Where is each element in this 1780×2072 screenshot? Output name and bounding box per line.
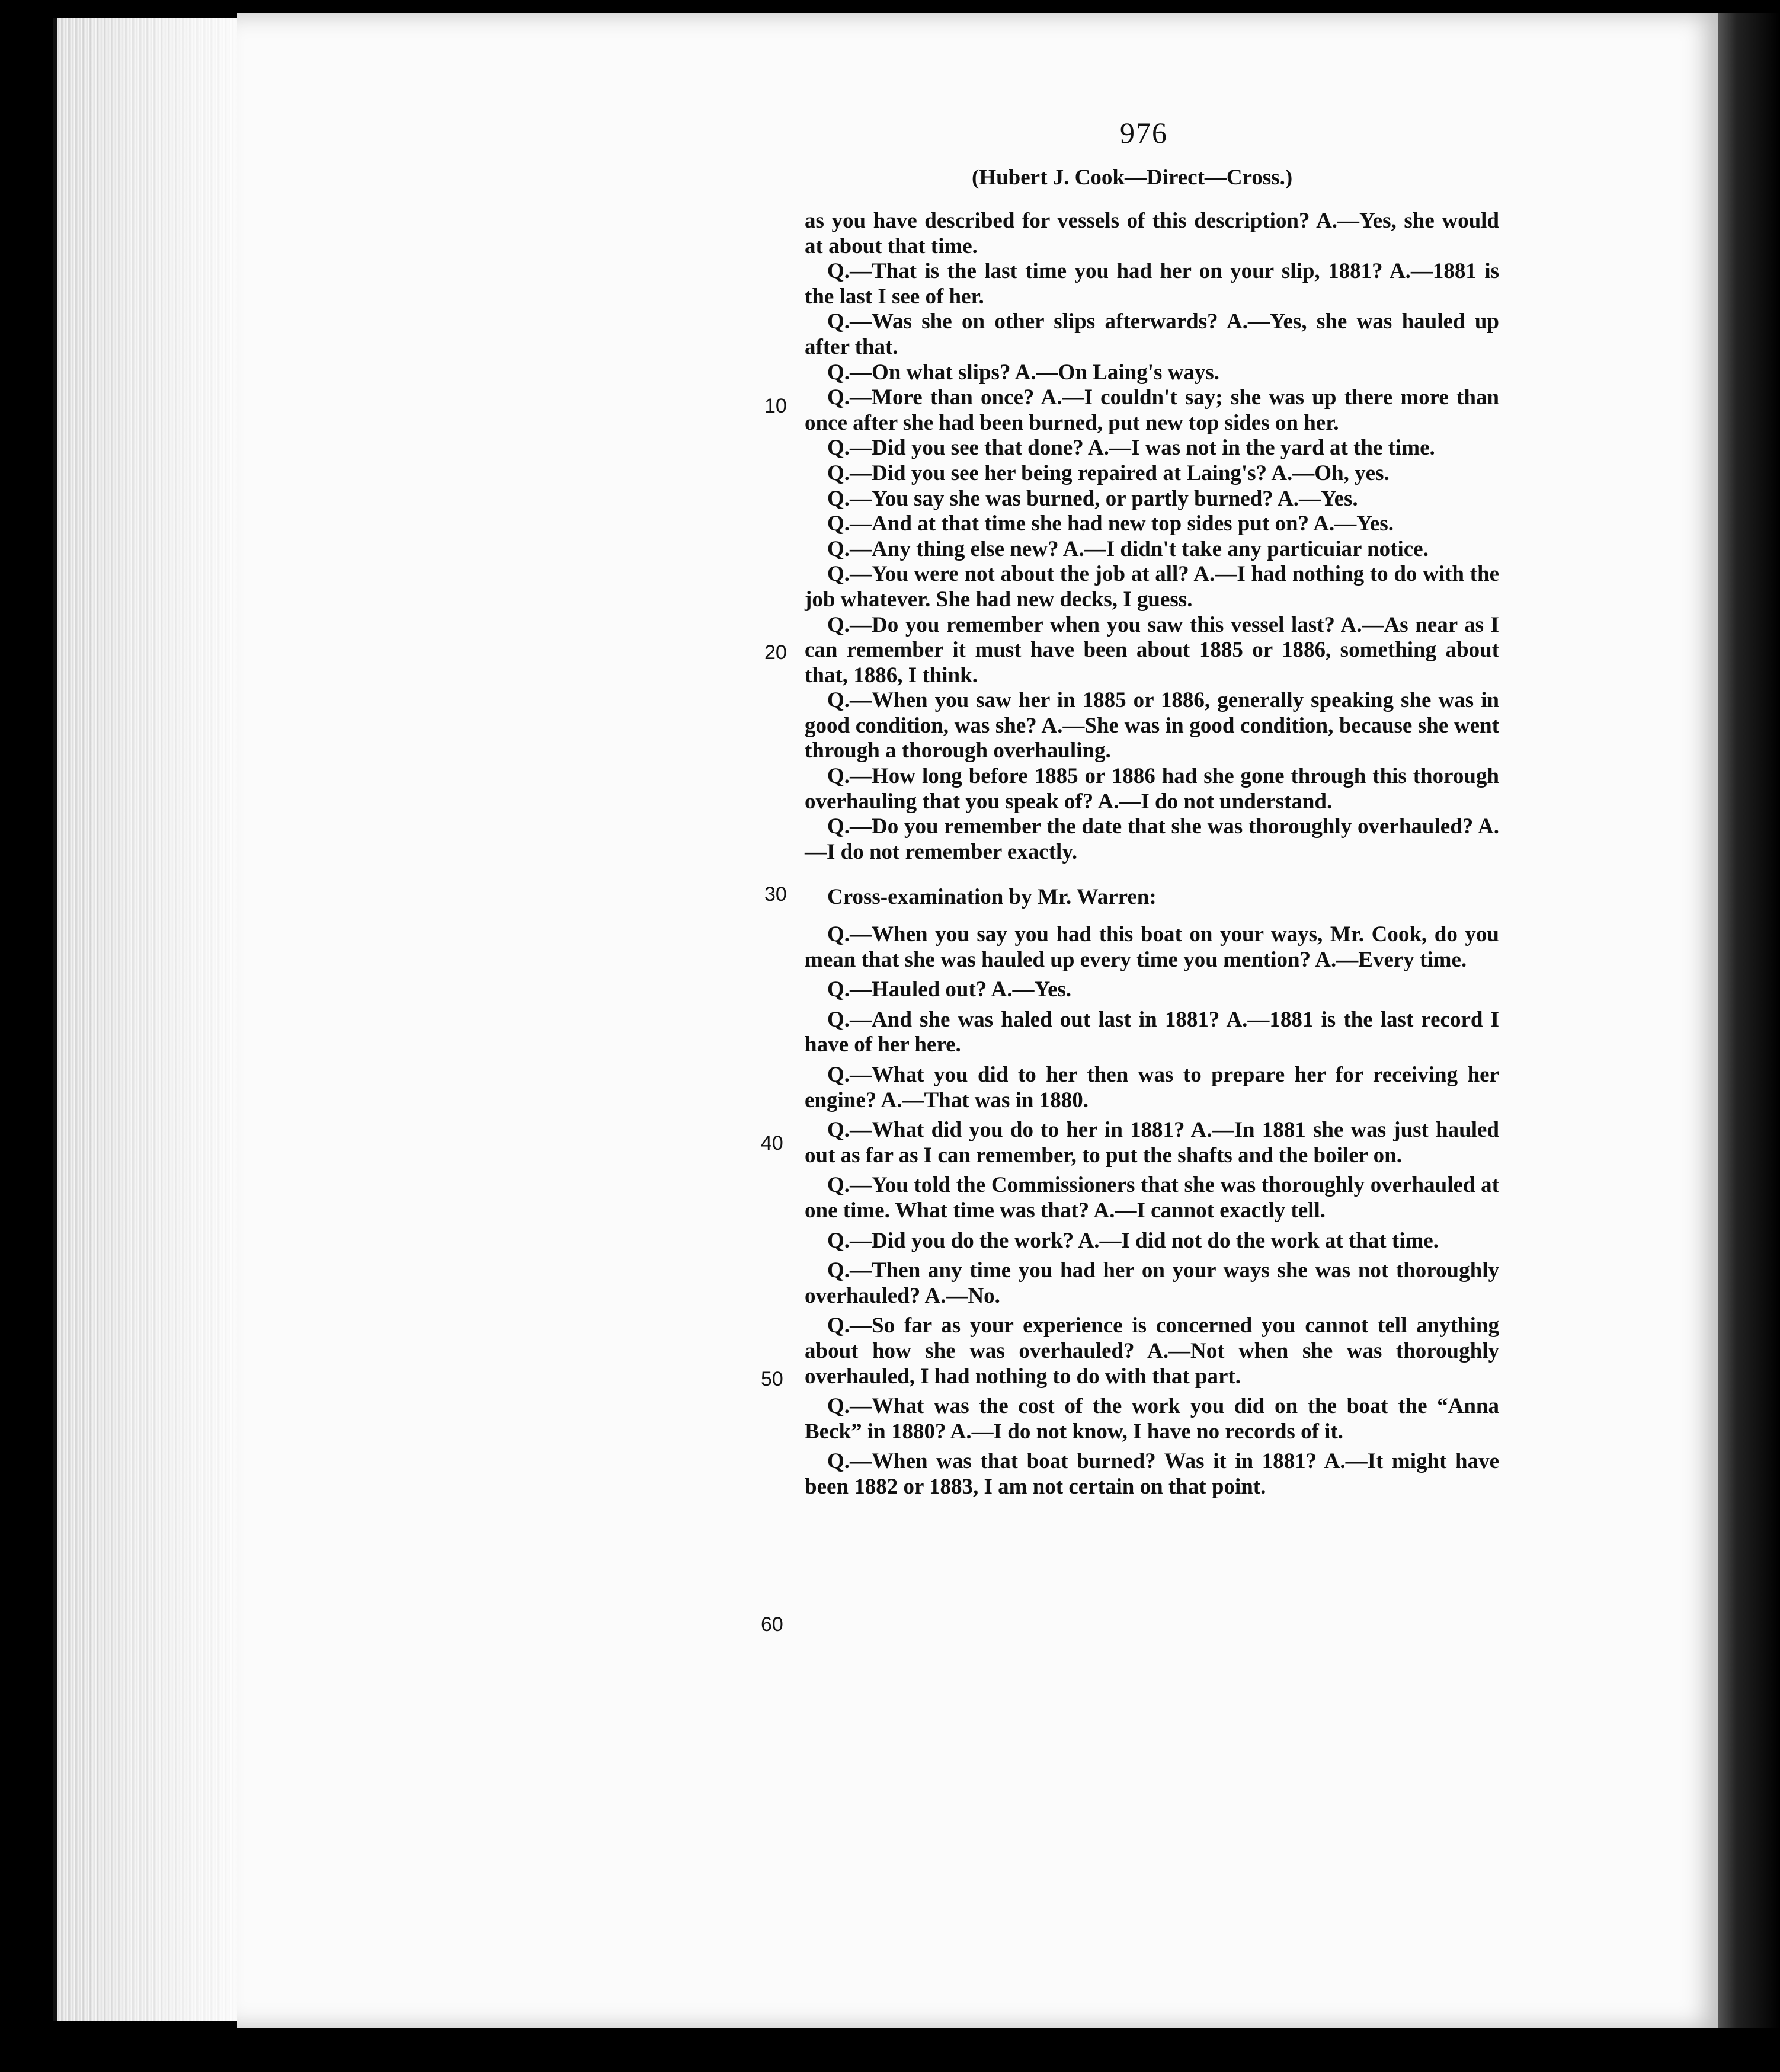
page-number: 976 <box>1120 116 1168 149</box>
paragraph: Q.—Was she on other slips afterwards? A.—Yes, she was hauled up after that. <box>805 309 1499 359</box>
paragraph: Q.—That is the last time you had her on your slip, 1881? A.—1881 is the last I see of her. <box>805 259 1499 309</box>
testimony-text <box>805 209 1499 1500</box>
paragraph: Q.—Do you remember when you saw this vessel last? A.—As near as I can remember it must have been about 1885 or 1886, something about that, 1886, I think. <box>805 612 1499 688</box>
paragraph: Q.—You told the Commissioners that she was thoroughly overhauled at one time. What time was that? A.—I cannot exactly tell. <box>805 1173 1499 1223</box>
paragraph: Q.—On what slips? A.—On Laing's ways. <box>827 360 1220 385</box>
paragraph: Q.—Any thing else new? A.—I didn't take any particuiar notice. <box>827 536 1429 561</box>
paragraph: Q.—When you saw her in 1885 or 1886, generally speaking she was in good condition, was she? A.—She was in good condition, because she went through a thorough overhauling. <box>805 688 1499 763</box>
paragraph: Q.—You were not about the job at all? A.—I had nothing to do with the job whatever. She had new decks, I guess. <box>805 562 1499 612</box>
paragraph: Q.—Did you see her being repaired at Laing's? A.—Oh, yes. <box>827 461 1390 485</box>
line-number-10: 10 <box>764 395 787 417</box>
paragraph: Q.—More than once? A.—I couldn't say; she was up there more than once after she had been burned, put new top sides on her. <box>805 385 1499 435</box>
paragraph: Q.—How long before 1885 or 1886 had she gone through this thorough overhauling that you speak of? A.—I do not understand. <box>805 764 1499 814</box>
line-number-20: 20 <box>764 641 787 664</box>
paragraph: Q.—When you say you had this boat on your ways, Mr. Cook, do you mean that she was hauled up every time you mention? A.—Every time. <box>805 922 1499 972</box>
running-head: (Hubert J. Cook—Direct—Cross.) <box>972 165 1293 190</box>
line-number-30: 30 <box>764 883 787 906</box>
line-number-60: 60 <box>761 1613 783 1636</box>
paragraph: Q.—Did you do the work? A.—I did not do the work at that time. <box>827 1228 1439 1253</box>
paragraph: Q.—Hauled out? A.—Yes. <box>827 977 1072 1002</box>
paragraph: Q.—Then any time you had her on your ways she was not thoroughly overhauled? A.—No. <box>805 1258 1499 1308</box>
book-spine-shadow <box>1718 13 1780 2028</box>
paragraph: Q.—You say she was burned, or partly burned? A.—Yes. <box>827 486 1358 511</box>
paragraph: Q.—So far as your experience is concerned you cannot tell anything about how she was overhauled? A.—Not when she was thoroughly overhauled, I had nothing to do with that part. <box>805 1313 1499 1389</box>
line-number-50: 50 <box>761 1368 783 1390</box>
paragraph: Q.—What was the cost of the work you did on the boat the “Anna Beck” in 1880? A.—I do not know, I have no records of it. <box>805 1394 1499 1444</box>
paragraph: Q.—And she was haled out last in 1881? A.—1881 is the last record I have of her here. <box>805 1007 1499 1057</box>
paragraph: Q.—Did you see that done? A.—I was not in the yard at the time. <box>827 436 1435 461</box>
paragraph: Q.—What did you do to her in 1881? A.—In 1881 she was just hauled out as far as I can remember, to put the shafts and the boiler on. <box>805 1118 1499 1168</box>
book-page-edges <box>53 18 252 2021</box>
paragraph: Q.—What you did to her then was to prepare her for receiving her engine? A.—That was in 1880. <box>805 1063 1499 1112</box>
paragraph: Q.—Do you remember the date that she was thoroughly overhauled? A.—I do not remember exactly. <box>805 814 1499 864</box>
paragraph: Q.—When was that boat burned? Was it in 1881? A.—It might have been 1882 or 1883, I am not certain on that point. <box>805 1449 1499 1499</box>
paragraph: Q.—And at that time she had new top sides put on? A.—Yes. <box>827 511 1394 536</box>
cross-examination-heading: Cross-examination by Mr. Warren: <box>827 885 1157 910</box>
line-number-40: 40 <box>761 1132 783 1155</box>
paragraph: as you have described for vessels of this description? A.—Yes, she would at about that time. <box>805 209 1499 258</box>
